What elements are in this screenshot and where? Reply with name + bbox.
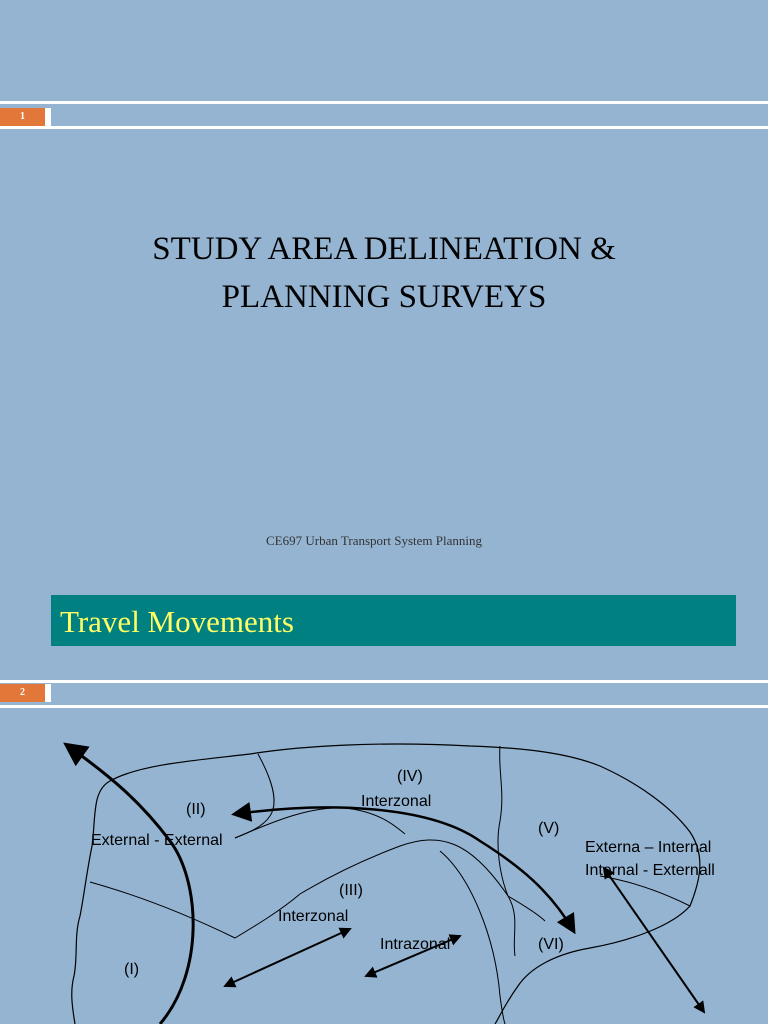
zone-boundary	[508, 896, 515, 956]
external-internal-label: Externa – Internal	[585, 839, 712, 856]
zone-label-v: (V)	[538, 820, 560, 837]
zone-boundary	[235, 808, 405, 838]
zone-label-i: (I)	[124, 961, 140, 978]
zone-label-iii: (III)	[339, 882, 363, 899]
slide-number-divider	[45, 108, 51, 126]
zone-boundary	[498, 746, 508, 896]
slide-title	[0, 225, 768, 321]
slide-rule-top	[0, 101, 768, 104]
slide-title-line-1: STUDY AREA DELINEATION &	[152, 231, 616, 267]
external-external-label: External - External	[91, 832, 223, 849]
zone-boundary	[235, 754, 274, 838]
zone-label-vi: (VI)	[538, 936, 564, 953]
slide-footer: CE697 Urban Transport System Planning	[266, 533, 482, 548]
zone-boundary	[90, 882, 300, 938]
slide-number-badge: 1	[0, 108, 45, 126]
slide-title-line-2: PLANNING SURVEYS	[221, 279, 547, 315]
intrazonal-label: Intrazonal	[380, 936, 451, 953]
study-area-boundary	[72, 744, 700, 1024]
internal-external-label: Internal - Externall	[585, 862, 715, 879]
slide-2	[0, 576, 768, 1024]
zone-label-iv: (IV)	[397, 768, 423, 785]
slide-rule-bottom	[0, 126, 768, 129]
interzonal-label-mid: Interzonal	[278, 908, 349, 925]
zone-label-ii: (II)	[186, 801, 206, 818]
slide-title: Travel Movements	[60, 604, 294, 639]
interzonal-label-top: Interzonal	[361, 793, 432, 810]
interzonal-arrow	[225, 929, 350, 986]
external-external-arrow	[68, 746, 193, 1024]
external-internal-arrow	[604, 868, 704, 1012]
slide-number-badge: 2	[0, 684, 45, 702]
